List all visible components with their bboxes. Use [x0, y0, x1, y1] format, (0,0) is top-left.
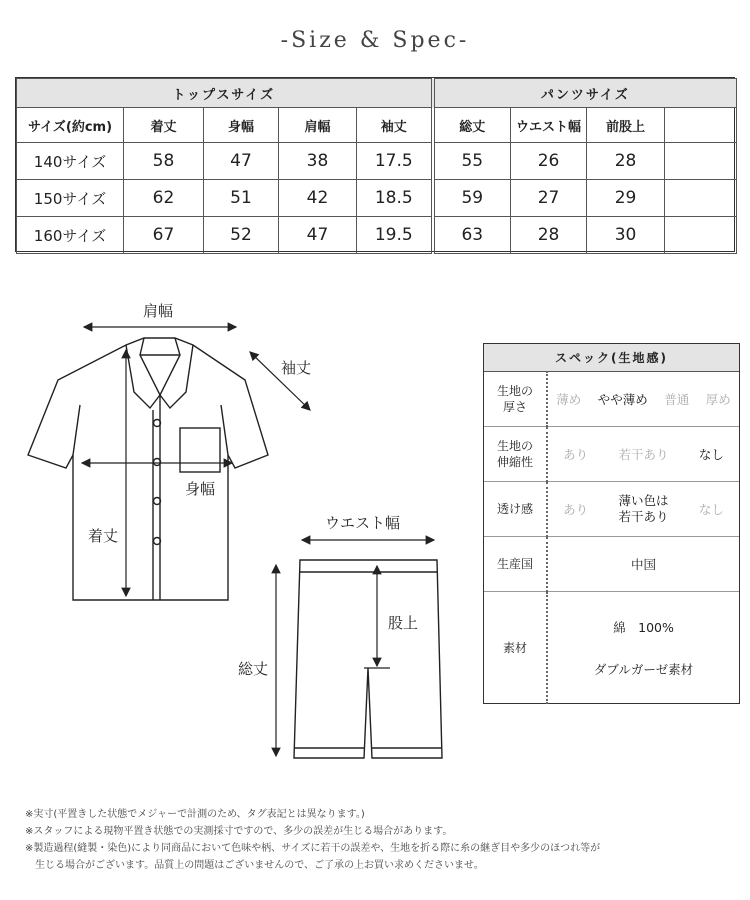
material-value: 綿 100% [613, 619, 674, 635]
column-header: ウエスト幅 [511, 108, 587, 143]
spec-table [483, 343, 740, 704]
stretch-option-selected: なし [698, 447, 724, 462]
measurement-arrows [82, 327, 310, 596]
total-length-label: 総丈 [238, 660, 269, 678]
pants-header: パンツサイズ [433, 79, 737, 108]
pants-illustration [294, 560, 442, 758]
sheer-options [547, 482, 739, 537]
table-cell: 38 [279, 143, 357, 180]
body-width-label: 身幅 [185, 480, 216, 498]
length-label: 着丈 [88, 527, 119, 545]
note-line: ※スタッフによる現物平置き状態での実測採寸ですので、多少の誤差が生じる場合があります。 [25, 826, 453, 837]
note-line: ※製造過程(縫製・染色)により同商品において色味や柄、サイズに若干の誤差や、生地を折る際に糸の継ぎ目や多少のほつれ等が [25, 843, 601, 854]
column-header: サイズ(約cm) [17, 108, 124, 143]
sheer-label: 透け感 [484, 482, 547, 537]
table-cell: 29 [587, 180, 665, 217]
note-line: ※実寸(平置きした状態でメジャーで計測のため、タグ表記とは異なります。) [25, 809, 365, 820]
rise-label: 股上 [388, 614, 419, 632]
spec-header: スペック(生地感) [484, 344, 739, 372]
table-cell: 18.5 [357, 180, 433, 217]
column-header: 袖丈 [357, 108, 433, 143]
material-label: 素材 [484, 592, 547, 704]
thickness-label [484, 372, 547, 427]
column-header: 身幅 [204, 108, 279, 143]
shoulder-label: 肩幅 [143, 302, 174, 320]
table-cell: 28 [511, 217, 587, 254]
table-cell: 160サイズ [17, 217, 124, 254]
thickness-option-selected: やや薄め [597, 392, 648, 407]
table-cell: 150サイズ [17, 180, 124, 217]
table-cell: 19.5 [357, 217, 433, 254]
waist-label: ウエスト幅 [325, 514, 401, 532]
table-cell: 52 [204, 217, 279, 254]
table-cell: 62 [124, 180, 204, 217]
stretch-label-text: 生地の 伸縮性 [496, 439, 533, 469]
column-header: 総丈 [433, 108, 511, 143]
sheer-option-selected: 薄い色は 若干あり [618, 493, 669, 524]
note-line: 生じる場合がございます。品質上の問題はございませんので、ご了承の上お買い求めくださいませ。 [25, 860, 484, 871]
table-cell: 59 [433, 180, 511, 217]
thickness-options [547, 372, 739, 427]
shirt-illustration [28, 338, 268, 600]
table-cell: 58 [124, 143, 204, 180]
table-cell: 26 [511, 143, 587, 180]
sheer-option: あり [563, 502, 589, 517]
table-cell: 28 [587, 143, 665, 180]
table-cell: 17.5 [357, 143, 433, 180]
stretch-label [484, 427, 547, 482]
column-header: 肩幅 [279, 108, 357, 143]
column-header: 着丈 [124, 108, 204, 143]
table-cell: 140サイズ [17, 143, 124, 180]
table-cell: 27 [511, 180, 587, 217]
stretch-options [547, 427, 739, 482]
table-cell: 51 [204, 180, 279, 217]
table-cell: 63 [433, 217, 511, 254]
origin-label: 生産国 [484, 537, 547, 592]
page-title: -Size & Spec- [280, 28, 470, 53]
column-header: 前股上 [587, 108, 665, 143]
table-cell: 55 [433, 143, 511, 180]
table-cell: 47 [204, 143, 279, 180]
thickness-label-text: 生地の 厚さ [496, 384, 533, 414]
notes [25, 806, 735, 874]
thickness-option: 薄め [556, 392, 582, 407]
table-cell: 42 [279, 180, 357, 217]
table-cell: 30 [587, 217, 665, 254]
stretch-option: 若干あり [618, 447, 669, 462]
material-cell [547, 592, 739, 704]
tops-header: トップスサイズ [17, 79, 433, 108]
stretch-option: あり [563, 447, 589, 462]
sheer-option: なし [698, 502, 724, 517]
table-cell: 47 [279, 217, 357, 254]
material-note: ダブルガーゼ素材 [593, 661, 694, 677]
table-cell: 67 [124, 217, 204, 254]
origin-value: 中国 [547, 537, 739, 592]
sleeve-label: 袖丈 [281, 359, 312, 377]
thickness-option: 普通 [664, 392, 690, 407]
thickness-option: 厚め [705, 392, 731, 407]
